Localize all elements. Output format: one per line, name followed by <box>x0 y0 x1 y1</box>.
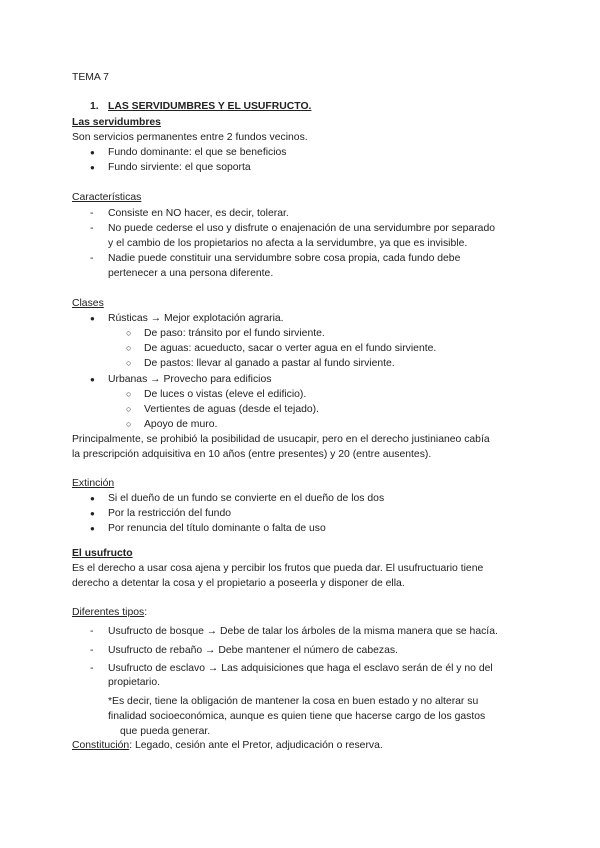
list-item: Nadie puede constituir una servidumbre sobre cosa propia, cada fundo debe <box>108 253 461 264</box>
list-item: Por renuncia del título dominante o falta de uso <box>108 523 326 534</box>
list-item-continuation: pertenecer a una persona diferente. <box>108 268 274 279</box>
bullet-icon <box>90 160 95 175</box>
constitucion-line <box>72 738 383 753</box>
list-item-continuation: propietario. <box>108 677 160 688</box>
tipos-colon: : <box>144 607 148 618</box>
usufructo-definition: Es el derecho a usar cosa ajena y percibir los frutos que pueda dar. El usufructuario tiene <box>72 563 484 574</box>
list-item: Consiste en NO hacer, es decir, tolerar. <box>108 208 289 219</box>
heading-title: LAS SERVIDUMBRES Y EL USUFRUCTO. <box>108 101 312 112</box>
clases-title: Clases <box>72 298 104 309</box>
list-item: De aguas: acueducto, sacar o verter agua en el fundo sirviente. <box>144 343 437 354</box>
dash-icon <box>90 206 93 221</box>
list-item: Usufructo de esclavo → Las adquisiciones que haga el esclavo serán de él y no del <box>108 663 493 674</box>
list-item: Fundo sirviente: el que soporta <box>108 162 251 173</box>
dash-icon <box>90 251 93 266</box>
list-item: Usufructo de rebaño → Debe mantener el número de cabezas. <box>108 645 398 656</box>
dash-icon <box>90 643 93 658</box>
clase-urbanas: Urbanas → Provecho para edificios <box>108 374 272 385</box>
tipos-note: finalidad socioeconómica, aunque es quien tiene que hacerse cargo de los gastos <box>108 711 486 722</box>
bullet-icon <box>90 145 95 160</box>
servidumbres-title: Las servidumbres <box>72 117 161 128</box>
list-item: No puede cederse el uso y disfrute o enajenación de una servidumbre por separado <box>108 223 496 234</box>
circle-bullet-icon <box>126 326 131 341</box>
tipos-note: que pueda generar. <box>120 726 211 737</box>
list-item: Vertientes de aguas (desde el tejado). <box>144 404 320 415</box>
list-item: De paso: tránsito por el fundo sirviente. <box>144 328 325 339</box>
list-item: Por la restricción del fundo <box>108 508 232 519</box>
bullet-icon <box>90 311 95 326</box>
list-item: Usufructo de bosque → Debe de talar los árboles de la misma manera que se hacía. <box>108 626 498 637</box>
circle-bullet-icon <box>126 402 131 417</box>
constitucion-label: Constitución <box>72 740 130 751</box>
bullet-icon <box>90 372 95 387</box>
circle-bullet-icon <box>126 387 131 402</box>
dash-icon <box>90 624 93 639</box>
list-item: Si el dueño de un fundo se convierte en el dueño de los dos <box>108 493 385 504</box>
servidumbres-definition: Son servicios permanentes entre 2 fundos vecinos. <box>72 132 308 143</box>
clase-rusticas: Rústicas → Mejor explotación agraria. <box>108 313 284 324</box>
tipos-title: Diferentes tipos <box>72 607 145 618</box>
topic-label: TEMA 7 <box>72 72 109 83</box>
circle-bullet-icon <box>126 341 131 356</box>
circle-bullet-icon <box>126 356 131 371</box>
circle-bullet-icon <box>126 417 131 432</box>
clases-note: Principalmente, se prohibió la posibilidad de usucapir, pero en el derecho justinianeo cabía <box>72 434 490 445</box>
extincion-title: Extinción <box>72 478 115 489</box>
list-item: De pastos: llevar al ganado a pastar al fundo sirviente. <box>144 358 395 369</box>
usufructo-definition: derecho a detentar la cosa y el propietario a poseerla y disponer de ella. <box>72 578 405 589</box>
bullet-icon <box>90 521 95 536</box>
usufructo-title: El usufructo <box>72 548 133 559</box>
tipos-note: *Es decir, tiene la obligación de mantener la cosa en buen estado y no alterar su <box>108 696 479 707</box>
bullet-icon <box>90 491 95 506</box>
list-item: De luces o vistas (eleve el edificio). <box>144 389 307 400</box>
heading-number: 1. <box>90 101 99 112</box>
clases-note: la prescripción adquisitiva en 10 años (entre presentes) y 20 (entre ausentes). <box>72 449 432 460</box>
list-item: Apoyo de muro. <box>144 419 218 430</box>
caracteristicas-title: Características <box>72 192 142 203</box>
list-item: Fundo dominante: el que se beneficios <box>108 147 287 158</box>
list-item-continuation: y el cambio de los propietarios no afecta a la servidumbre, ya que es invisible. <box>108 238 468 249</box>
bullet-icon <box>90 506 95 521</box>
constitucion-text: : Legado, cesión ante el Pretor, adjudicación o reserva. <box>129 740 383 751</box>
dash-icon <box>90 661 93 676</box>
dash-icon <box>90 221 93 236</box>
tipos-heading <box>72 605 147 620</box>
